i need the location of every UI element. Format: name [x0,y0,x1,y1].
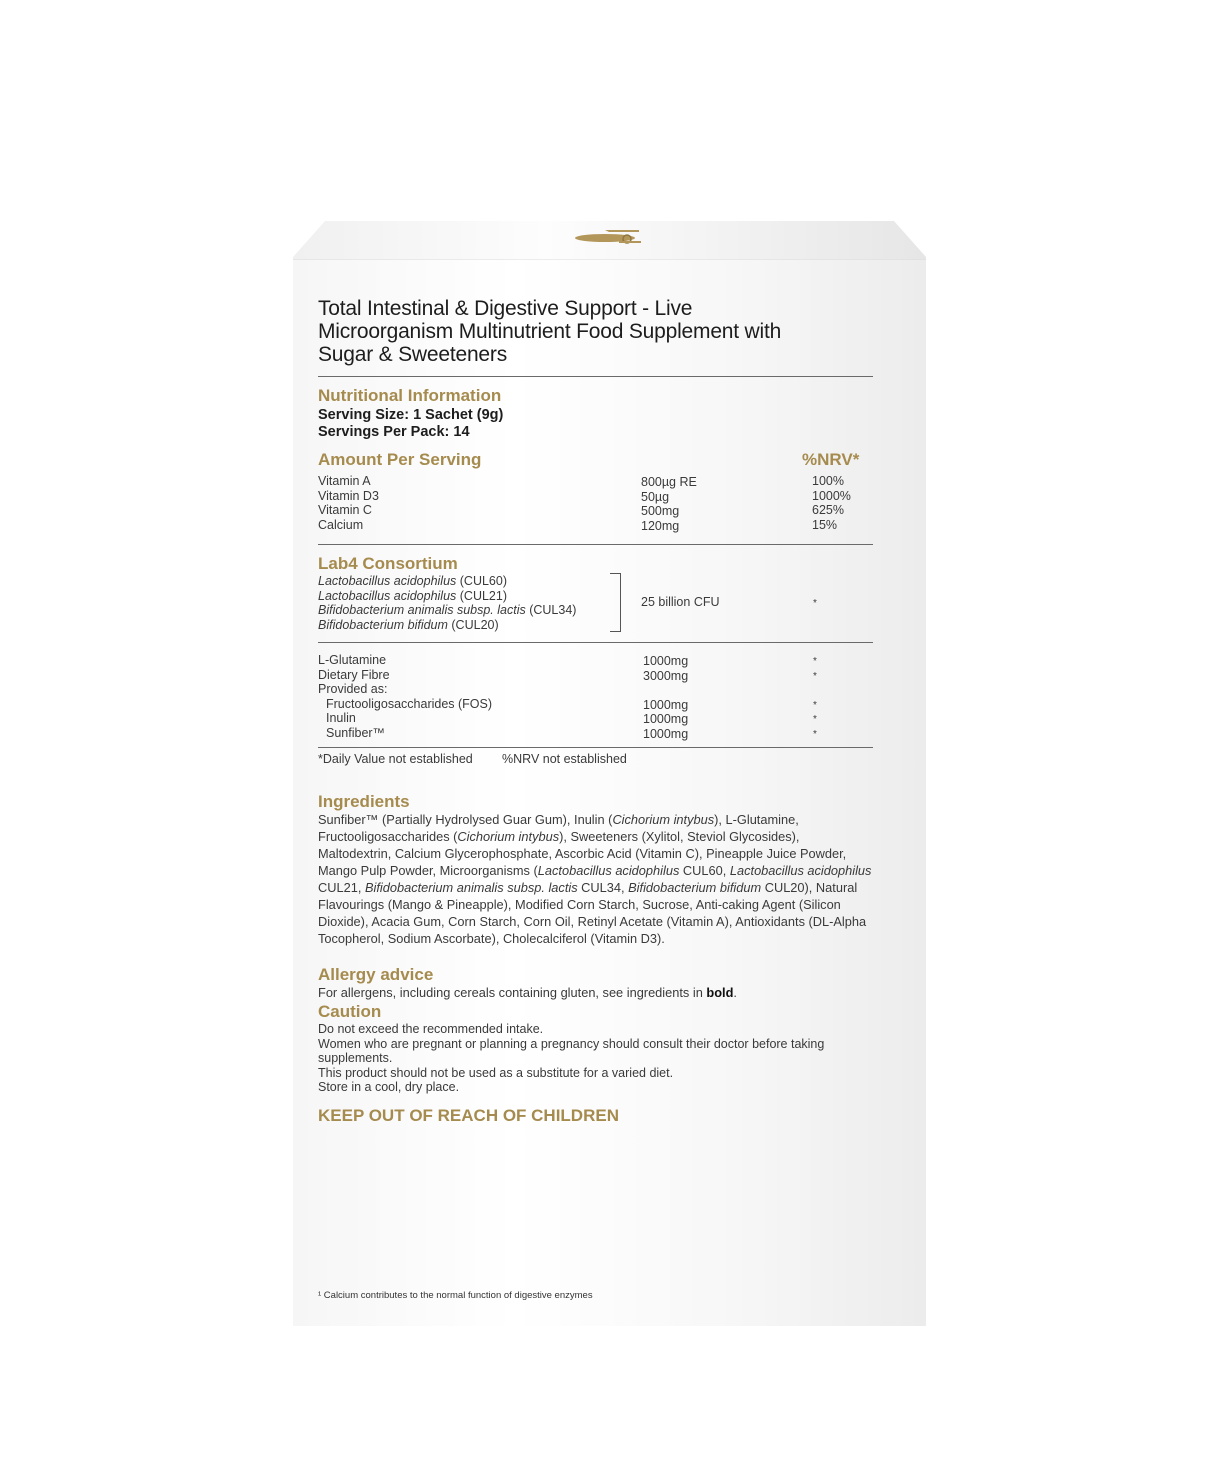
caution-heading: Caution [318,1002,382,1021]
amount-per-serving-heading: Amount Per Serving [318,450,482,469]
nutrient-amount: 500mg [641,504,680,518]
strain-code: (CUL60) [456,574,507,588]
caution-text [318,1022,824,1095]
keep-out-of-reach-warning: KEEP OUT OF REACH OF CHILDREN [318,1106,619,1125]
allergy-text-end: . [733,985,737,1000]
ingredients-heading: Ingredients [318,792,410,811]
ingredient-latin-name: Bifidobacterium animalis subsp. lactis [364,880,578,895]
nutrient-name: Dietary Fibre [318,667,390,682]
nutrient-amount: 1000mg [643,654,689,668]
daily-value-footnote: *Daily Value not established [318,752,473,766]
divider [318,376,873,377]
ingredient-text-segment: CUL21, [318,880,365,895]
strain-bracket [610,573,621,632]
nutrient-amount: 1000mg [643,712,689,726]
consortium-heading: Lab4 Consortium [318,554,458,573]
nutrient-nrv: 100% [812,474,844,488]
strain-list [318,574,576,632]
divider [318,747,873,748]
nutrient-nrv: * [813,670,817,682]
nutrient-name: Provided as: [318,682,388,696]
strain-species: Bifidobacterium bifidum [318,617,448,632]
ingredient-latin-name: Cichorium intybus [457,829,560,844]
strain-code: (CUL34) [525,603,577,617]
ingredient-text-segment: Sunfiber™ (Partially Hydrolysed Guar Gum), Inulin ( [318,812,613,827]
nutrient-name: Inulin [326,711,356,725]
nutrient-nrv: 15% [812,517,838,532]
product-title [318,297,878,366]
ingredients-text [318,811,873,947]
nutrient-amount: 800µg RE [641,475,697,489]
divider [318,642,873,643]
nutrient-nrv: * [813,714,817,725]
servings-per-pack: Servings Per Pack: 14 [318,424,470,440]
nutrient-name: Sunfiber™ [326,725,386,740]
strain-item [318,618,576,633]
calcium-footnote: ¹ Calcium contributes to the normal function of digestive enzymes [318,1290,593,1301]
nutrition-heading: Nutritional Information [318,386,502,405]
nutrient-nrv [813,684,817,699]
allergy-text [318,984,873,1001]
other-nutrient-amounts [643,654,688,741]
allergy-heading: Allergy advice [318,965,434,984]
nutrient-name: Calcium [318,517,364,532]
nutrient-name: Vitamin C [318,503,372,517]
ingredient-text-segment: CUL60, [679,863,730,878]
allergy-bold-word: bold [706,985,734,1000]
other-nutrient-nrvs [813,655,817,742]
nutrient-name: Vitamin A [318,474,371,488]
strain-species: Bifidobacterium animalis subsp. lactis [318,603,526,617]
nutrient-name: Fructooligosaccharides (FOS) [326,696,493,711]
allergy-text-main: For allergens, including cereals containing gluten, see ingredients in [318,985,707,1000]
ingredient-latin-name: Lactobacillus acidophilus [537,863,680,878]
other-nutrient-names [318,653,492,740]
caution-line: Do not exceed the recommended intake. [318,1022,544,1036]
vitamin-amounts [641,475,697,533]
nrv-heading: %NRV* [802,450,860,469]
nutrient-name: Vitamin D3 [318,488,379,503]
nutrient-amount: 3000mg [643,668,689,683]
title-line: Total Intestinal & Digestive Support - Live [318,297,693,320]
ingredient-text-segment: CUL34, [577,880,629,895]
strain-item [318,574,576,589]
strain-code: (CUL20) [447,617,499,632]
nutrient-nrv: * [813,728,817,740]
consortium-nrv: * [813,598,817,609]
vitamin-names [318,474,379,532]
nutrient-name: L-Glutamine [318,653,387,667]
ingredient-text-segment: ), Sweeteners (Xylitol, Steviol Glycosides), Maltodextrin, Calcium Glycerophosphate, Ascorbic Acid (Vitamin C), Pineapple Juice Powder, Mango Pulp Powder, Microorganisms ( [318,829,847,878]
title-line: Sugar & Sweeteners [318,343,508,366]
serving-size: Serving Size: 1 Sachet (9g) [318,407,504,423]
ingredient-latin-name: Lactobacillus acidophilus [729,863,872,878]
nutrient-nrv: 1000% [812,488,851,503]
nutrient-amount [643,683,688,698]
consortium-amount: 25 billion CFU [641,595,720,609]
strain-item [318,589,576,604]
nutrient-nrv: * [813,699,817,711]
strain-code: (CUL21) [456,588,507,603]
caution-line: Women who are pregnant or planning a pregnancy should consult their doctor before taking [318,1036,825,1051]
nutrient-amount: 1000mg [643,697,689,712]
nutrient-amount: 50µg [641,489,670,504]
ingredient-text-segment: CUL20), Natural Flavourings (Mango & Pineapple), Modified Corn Starch, Sucrose, Anti-caking Agent (Silicon Dioxide), Acacia Gum, Corn Starch, Corn Oil, Retinyl Acetate (Vitamin A), Antioxidants (DL-Alpha Tocopherol, Sodium Ascorbate), Cholecalciferol (Vitamin D3). [318,880,867,946]
ingredient-text-segment: ), L-Glutamine, Fructooligosaccharides ( [318,812,799,844]
nutrient-amount: 1000mg [643,726,689,741]
nutrient-nrv: 625% [812,503,844,517]
strain-item [318,603,576,618]
caution-line: Store in a cool, dry place. [318,1080,460,1094]
title-line: Microorganism Multinutrient Food Supplement with [318,320,782,343]
vitamin-nrvs [812,474,851,532]
nutrient-amount: 120mg [641,518,680,533]
strain-species: Lactobacillus acidophilus [318,588,457,603]
divider [318,544,873,545]
caution-line: This product should not be used as a substitute for a varied diet. [318,1065,674,1080]
nrv-footnote: %NRV not established [502,752,627,766]
ingredient-latin-name: Cichorium intybus [612,812,715,827]
ingredient-latin-name: Bifidobacterium bifidum [628,880,762,895]
brand-logo-icon [575,228,645,244]
strain-species: Lactobacillus acidophilus [318,574,457,588]
caution-line: supplements. [318,1051,393,1065]
nutrient-nrv: * [813,656,817,667]
